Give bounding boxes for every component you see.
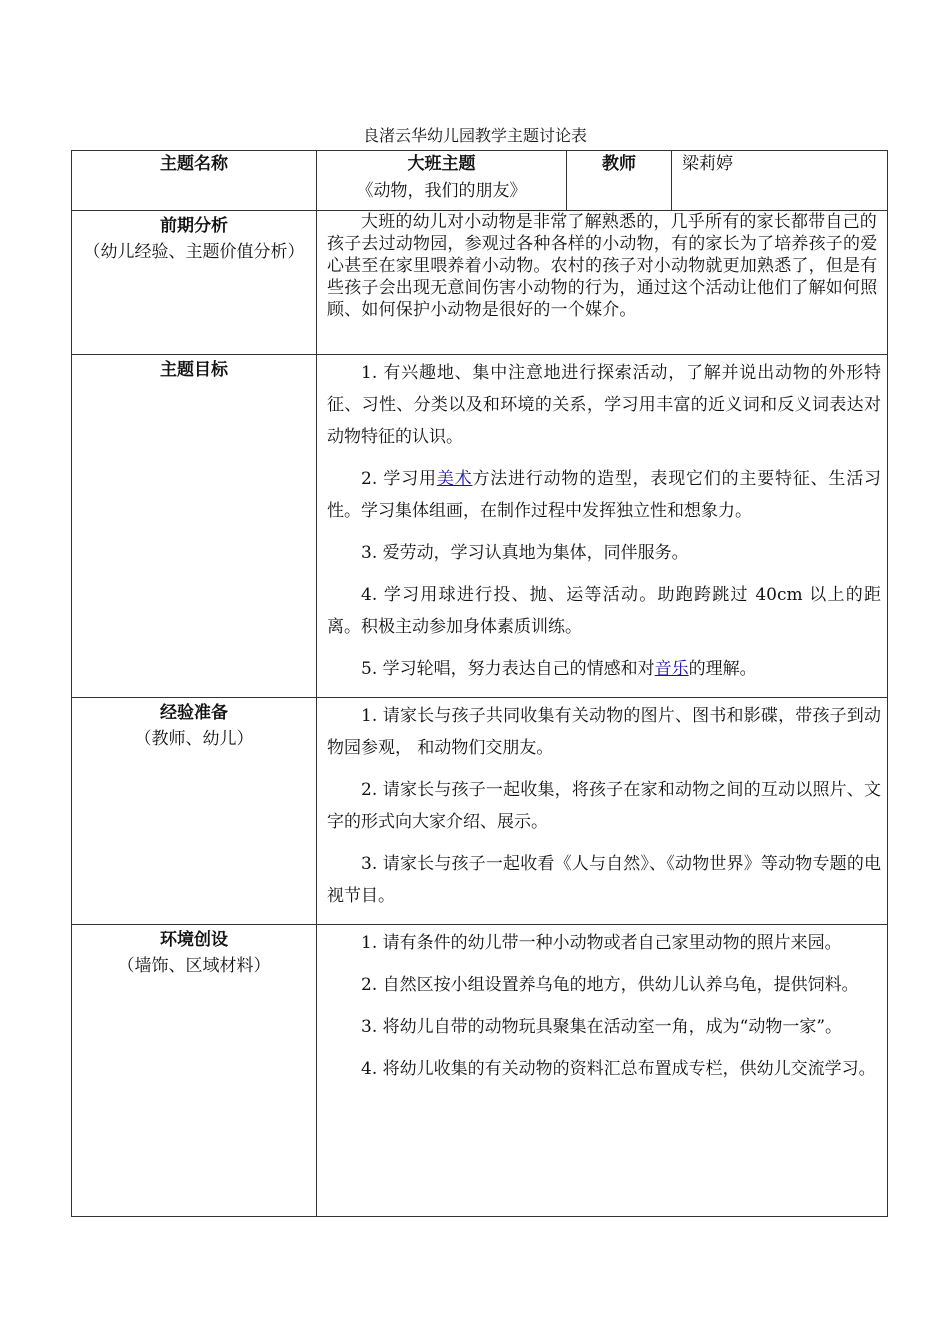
preparation-label: 经验准备 (160, 703, 228, 723)
theme-name-label: 主题名称 (160, 154, 228, 174)
theme-line2: 《动物，我们的朋友》 (356, 181, 527, 201)
document-title: 良渚云华幼儿园教学主题讨论表 (362, 126, 587, 145)
analysis-label: 前期分析 (160, 216, 228, 236)
theme-name-value-cell (317, 151, 567, 211)
art-link[interactable]: 美术 (436, 469, 473, 489)
header-row (72, 151, 888, 211)
environment-item-1: 1. 请有条件的幼儿带一种小动物或者自己家里动物的照片来园。 (361, 933, 842, 953)
goals-label: 主题目标 (160, 360, 228, 380)
goal-item-1: 1. 有兴趣地、集中注意地进行探索活动，了解并说出动物的外形特征、习性、分类以及和环境的关系，学习用丰富的近义词和反义词表达对动物特征的认识。 (327, 363, 881, 447)
goals-label-cell (72, 355, 317, 698)
analysis-row (72, 211, 888, 355)
analysis-text: 大班的幼儿对小动物是非常了解熟悉的，几乎所有的家长都带自己的孩子去过动物园，参观过各种各样的小动物，有的家长为了培养孩子的爱心甚至在家里喂养着小动物。农村的孩子对小动物就更加熟悉了，但是有些孩子会出现无意间伤害小动物的行为，通过这个活动让他们了解如何照顾、如何保护小动物是很好的一个媒介。 (317, 211, 888, 355)
analysis-label-cell (72, 211, 317, 355)
goal-item-5: 5. 学习轮唱，努力表达自己的情感和对音乐的理解。 (361, 659, 757, 679)
environment-row (72, 925, 888, 1217)
preparation-sublabel: （教师、幼儿） (134, 729, 254, 749)
environment-list (317, 925, 888, 1217)
theme-discussion-table (71, 150, 888, 1217)
goal-item-2: 2. 学习用美术方法进行动物的造型，表现它们的主要特征、生活习性。学习集体组画，在制作过程中发挥独立性和想象力。 (327, 469, 882, 521)
preparation-item-3: 3. 请家长与孩子一起收看《人与自然》、《动物世界》等动物专题的电视节目。 (327, 854, 881, 906)
goals-row (72, 355, 888, 698)
environment-label-cell (72, 925, 317, 1217)
analysis-sublabel: （幼儿经验、主题价值分析） (83, 242, 305, 262)
preparation-label-cell (72, 698, 317, 925)
teacher-name: 梁莉婷 (672, 151, 888, 211)
environment-item-4: 4. 将幼儿收集的有关动物的资料汇总布置成专栏，供幼儿交流学习。 (361, 1059, 876, 1079)
music-link[interactable]: 音乐 (654, 659, 689, 679)
preparation-row (72, 698, 888, 925)
environment-item-2: 2. 自然区按小组设置养乌龟的地方，供幼儿认养乌龟，提供饲料。 (361, 975, 859, 995)
theme-line1: 大班主题 (407, 154, 476, 174)
theme-name-label-cell (72, 151, 317, 211)
environment-item-3: 3. 将幼儿自带的动物玩具聚集在活动室一角，成为“动物一家”。 (361, 1017, 843, 1037)
goal-item-3: 3. 爱劳动，学习认真地为集体，同伴服务。 (361, 543, 689, 563)
preparation-item-1: 1. 请家长与孩子共同收集有关动物的图片、图书和影碟，带孩子到动物园参观， 和动物们交朋友。 (327, 706, 881, 758)
goal-item-4: 4. 学习用球进行投、抛、运等活动。助跑跨跳过 40cm 以上的距离。积极主动参加身体素质训练。 (327, 585, 881, 637)
environment-sublabel: （墙饰、区域材料） (117, 956, 271, 976)
teacher-label: 教师 (567, 151, 672, 211)
preparation-list (317, 698, 888, 925)
environment-label: 环境创设 (160, 930, 228, 950)
goals-list (317, 355, 888, 698)
preparation-item-2: 2. 请家长与孩子一起收集，将孩子在家和动物之间的互动以照片、文字的形式向大家介绍、展示。 (327, 780, 881, 832)
